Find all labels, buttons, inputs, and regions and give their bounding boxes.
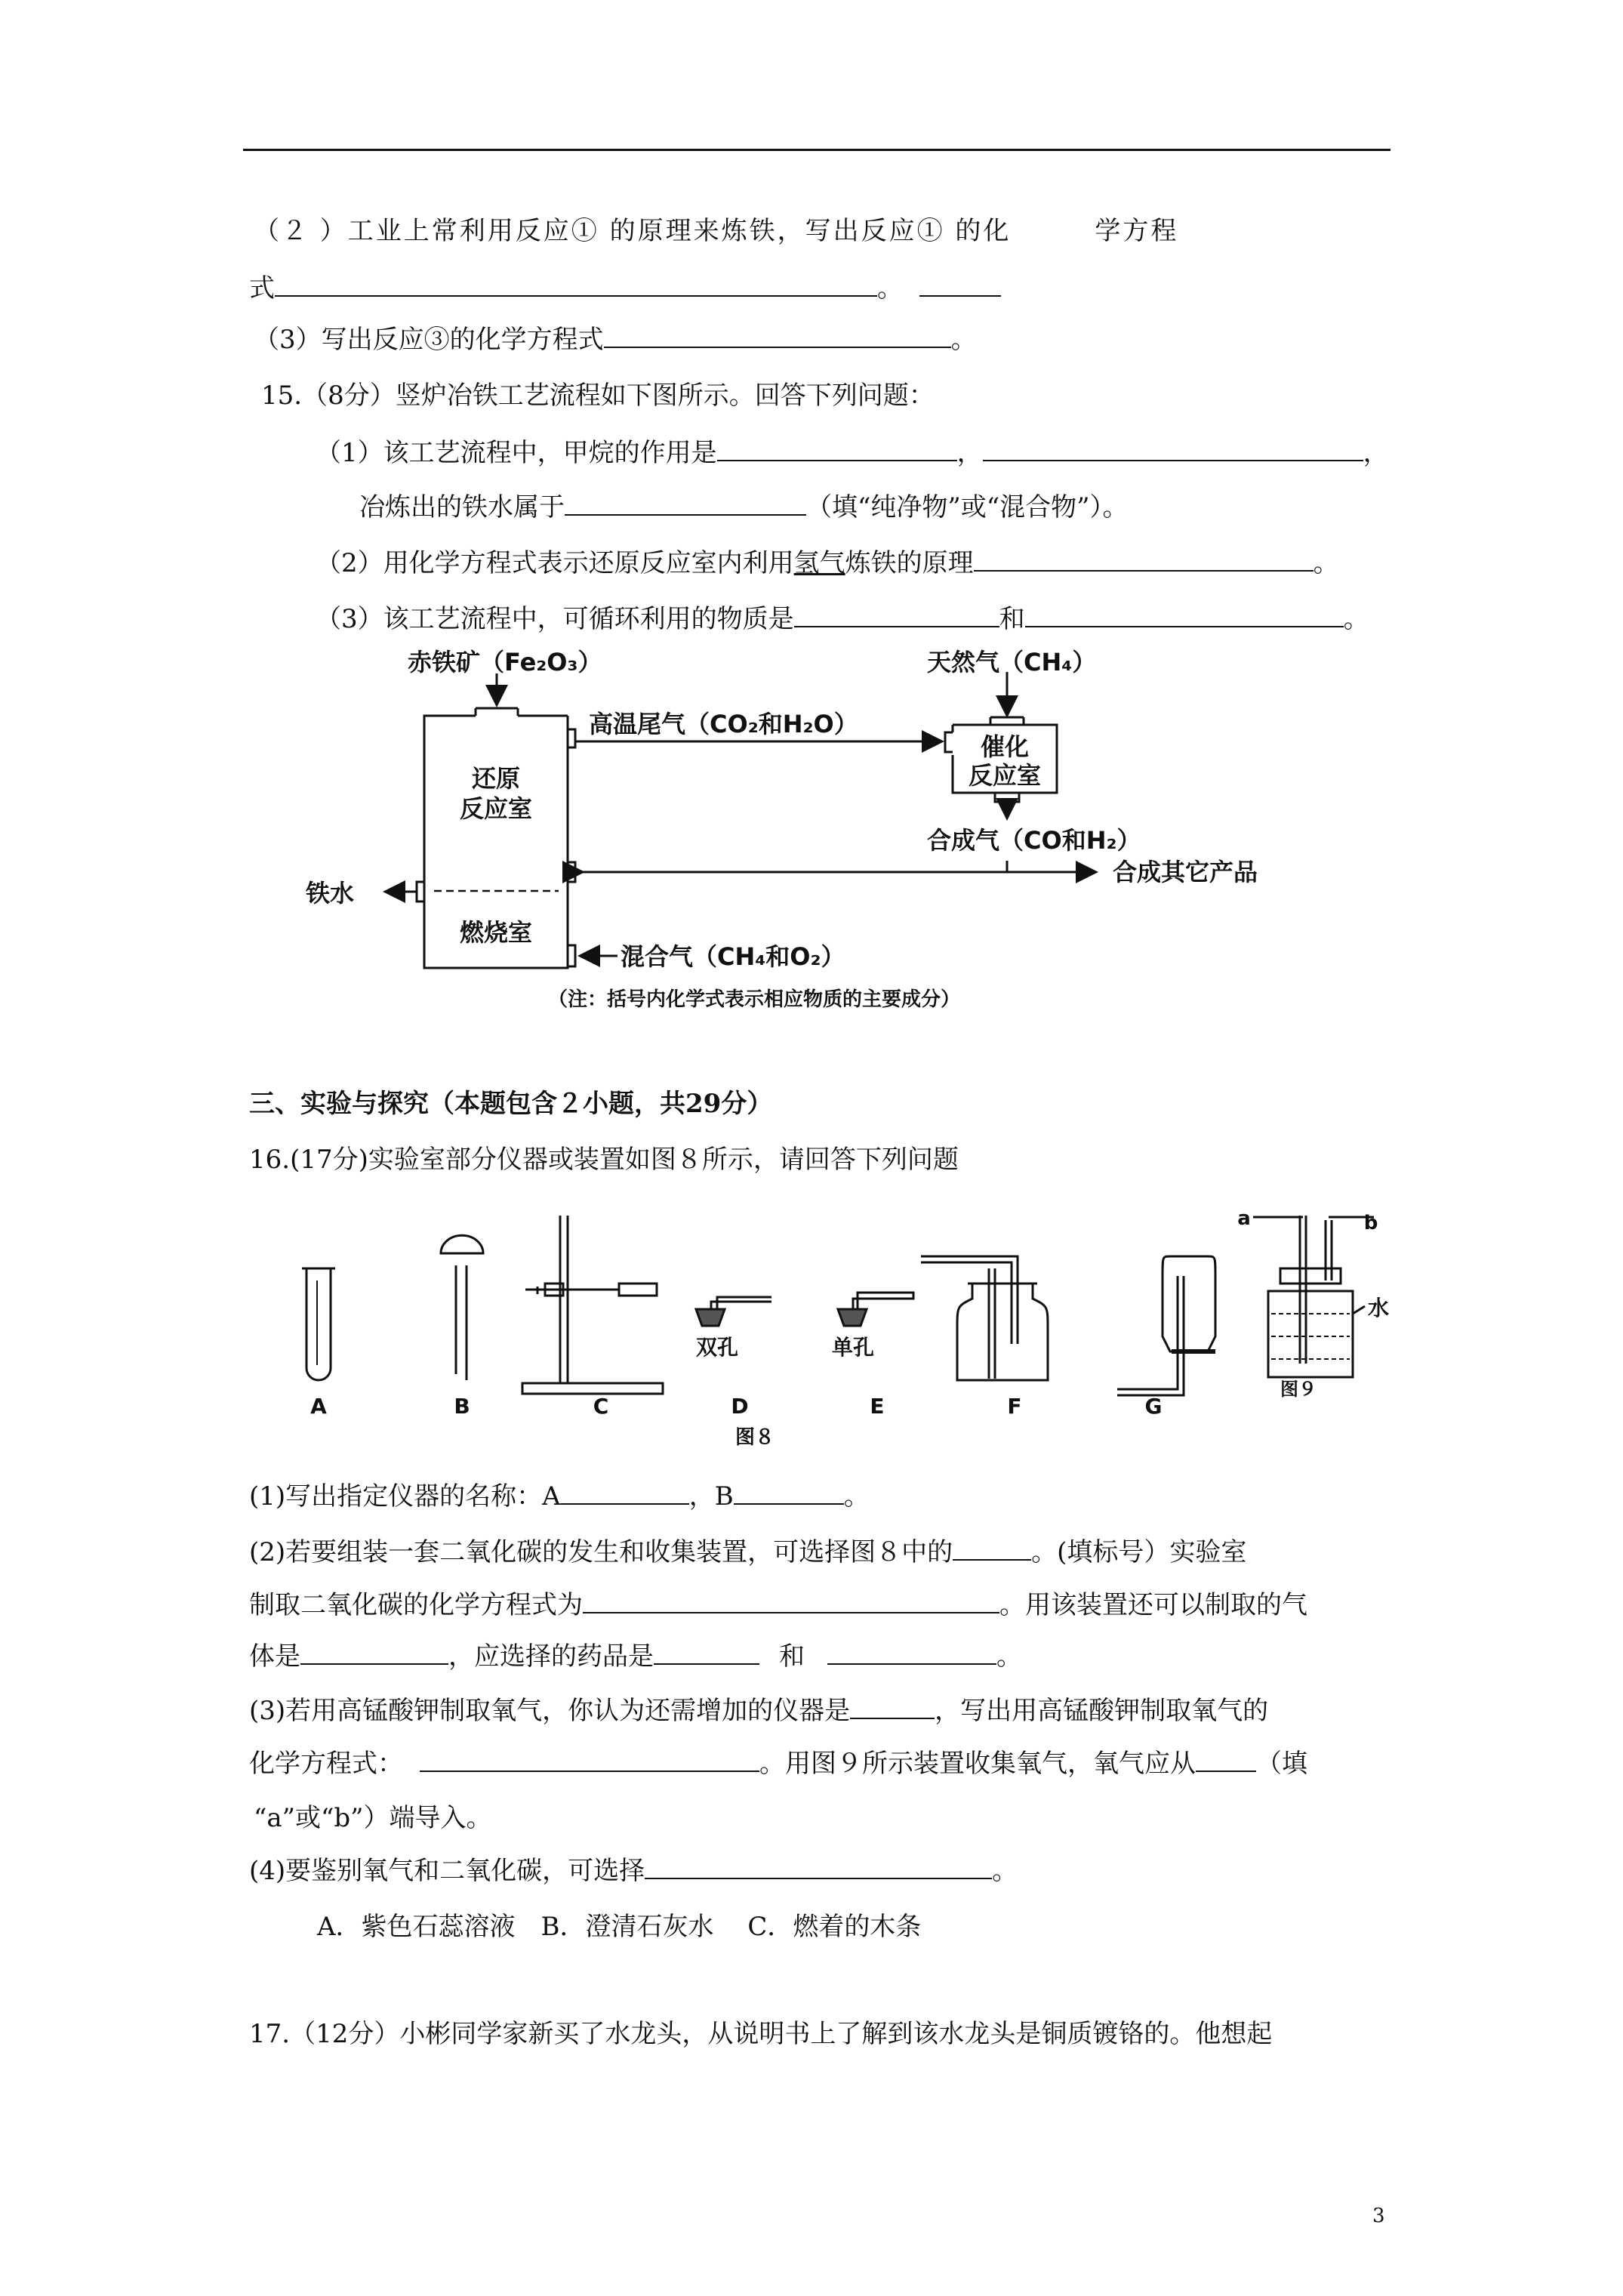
answer-blank[interactable] <box>1196 1748 1256 1772</box>
section-3-title: 三、实验与探究（本题包含２小题，共29分） <box>249 1089 773 1119</box>
label-burn-chamber: 燃烧室 <box>459 918 533 947</box>
answer-blank[interactable] <box>645 1855 992 1879</box>
flow-diagram <box>287 642 1313 1019</box>
label-a: a <box>1237 1207 1251 1230</box>
answer-blank[interactable] <box>983 437 1363 461</box>
answer-blank[interactable] <box>953 1536 1031 1561</box>
page-number: 3 <box>1372 2205 1385 2227</box>
q15-line-1: （1）该工艺流程中，甲烷的作用是 ， ， <box>316 438 1389 468</box>
answer-blank[interactable] <box>654 1641 759 1665</box>
q15-line-2: （2）用化学方程式表示还原反应室内利用氢气炼铁的原理 。 <box>316 548 1339 578</box>
answer-blank[interactable] <box>300 1641 448 1665</box>
label-fig9: 图９ <box>1280 1379 1317 1400</box>
answer-blank[interactable] <box>604 324 951 348</box>
q16-line-3b: 化学方程式： 。用图９所示装置收集氧气，氧气应从 （填 <box>249 1749 1307 1779</box>
label-single-hole: 单孔 <box>831 1335 875 1360</box>
q16-line-3a: (3)若用高锰酸钾制取氧气，你认为还需增加的仪器是 ，写出用高锰酸钾制取氧气的 <box>249 1696 1269 1726</box>
q16-title: 16.(17分)实验室部分仪器或装置如图８所示，请回答下列问题 <box>249 1145 959 1175</box>
label-molten-iron: 铁水 <box>306 879 355 908</box>
q16-line-2a: (2)若要组装一套二氧化碳的发生和收集装置，可选择图８中的 。(填标号）实验室 <box>249 1537 1247 1567</box>
label-fig8: 图８ <box>735 1426 775 1449</box>
label-catalytic-2: 反应室 <box>968 761 1042 790</box>
answer-blank[interactable] <box>561 1481 689 1505</box>
answer-blank[interactable] <box>1025 603 1344 627</box>
q16-line-4: (4)要鉴别氧气和二氧化碳，可选择 。 <box>249 1856 1018 1886</box>
q16-line-2b: 制取二氧化碳的化学方程式为 。用该装置还可以制取的气 <box>249 1590 1307 1620</box>
label-reduction-1: 还原 <box>471 764 521 793</box>
q15-line-3: （3）该工艺流程中，可循环利用的物质是 和 。 <box>316 604 1369 634</box>
label-natural-gas: 天然气（CH₄） <box>927 648 1097 676</box>
q15-title: 15.（8分）竖炉冶铁工艺流程如下图所示。回答下列问题： <box>261 381 935 411</box>
answer-blank[interactable] <box>734 1481 844 1505</box>
label-tail-gas: 高温尾气（CO₂和H₂O） <box>589 710 858 738</box>
label-apparatus: A <box>310 1394 327 1419</box>
label-apparatus: B <box>454 1394 470 1419</box>
apparatus-figure <box>287 1193 1390 1457</box>
label-reduction-2: 反应室 <box>459 794 533 823</box>
label-ore: 赤铁矿（Fe₂O₃） <box>408 648 602 676</box>
answer-blank[interactable] <box>827 1641 996 1665</box>
answer-blank[interactable] <box>717 437 957 461</box>
q16-line-3c: “a”或“b”）端导入。 <box>254 1803 492 1833</box>
q17-line: 17.（12分）小彬同学家新买了水龙头，从说明书上了解到该水龙头是铜质镀铬的。他想起 <box>249 2019 1273 2049</box>
answer-blank[interactable] <box>565 492 806 516</box>
answer-blank[interactable] <box>850 1695 935 1719</box>
q15-line-1b: 冶炼出的铁水属于 （填“纯净物”或“混合物”）。 <box>359 492 1129 522</box>
answer-blank[interactable] <box>974 547 1313 572</box>
diagram-note: （注：括号内化学式表示相应物质的主要成分） <box>548 988 961 1011</box>
label-apparatus: C <box>593 1394 609 1419</box>
answer-blank[interactable] <box>794 603 999 627</box>
q16-line-1: (1)写出指定仪器的名称：A ，B 。 <box>249 1481 870 1512</box>
answer-blank[interactable] <box>583 1589 999 1613</box>
label-apparatus: D <box>731 1394 749 1419</box>
answer-blank[interactable] <box>919 273 1001 297</box>
label-syngas: 合成气（CO和H₂） <box>927 826 1141 855</box>
label-double-hole: 双孔 <box>695 1335 739 1360</box>
label-apparatus: F <box>1007 1394 1022 1419</box>
q16-options: A．紫色石蕊溶液 B．澄清石灰水 C．燃着的木条 <box>317 1912 922 1942</box>
q16-line-2c: 体是 ，应选择的药品是 和 。 <box>249 1641 1022 1672</box>
q14-line-3: （3）写出反应③的化学方程式 。 <box>254 325 977 355</box>
label-b: b <box>1363 1212 1378 1234</box>
answer-blank[interactable] <box>420 1748 759 1772</box>
q14-line-2b: 式 。 <box>249 272 1001 305</box>
header-rule <box>243 149 1390 151</box>
label-apparatus: G <box>1144 1394 1163 1419</box>
label-catalytic-1: 催化 <box>980 732 1030 761</box>
label-water: 水 <box>1367 1296 1390 1321</box>
label-apparatus: E <box>870 1394 885 1419</box>
q14-line-2a: （２ ）工业上常利用反应① 的原理来炼铁，写出反应① 的化 学方程 <box>254 216 1179 246</box>
answer-blank[interactable] <box>275 273 877 297</box>
label-mixed-gas: 混合气（CH₄和O₂） <box>621 942 845 971</box>
label-other-products: 合成其它产品 <box>1113 858 1258 886</box>
